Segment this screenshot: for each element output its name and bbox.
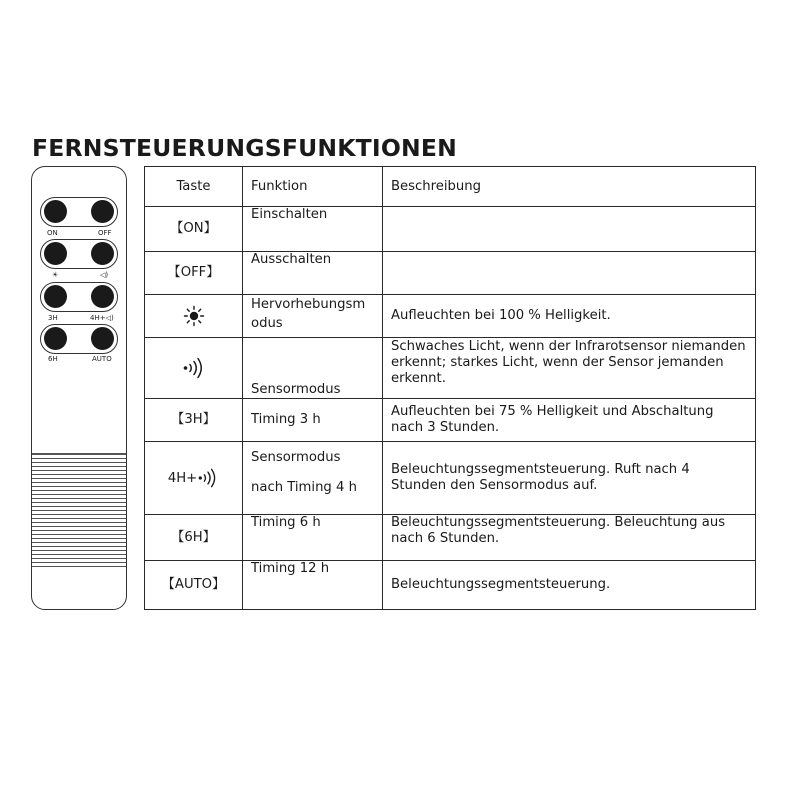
function-cell: Einschalten (243, 207, 383, 252)
function-cell: Ausschalten (243, 252, 383, 295)
table-row (145, 399, 756, 442)
on-button (44, 200, 67, 223)
key-cell: 【OFF】 (145, 252, 243, 295)
table-header-row (145, 167, 756, 207)
description-cell: Beleuchtungssegmentsteuerung. Ruft nach 4 Stunden den Sensormodus auf. (383, 442, 756, 515)
button-pair-3h-4h (40, 282, 118, 312)
page-title: FERNSTEUERUNGSFUNKTIONEN (32, 134, 458, 162)
description-cell: Beleuchtungssegmentsteuerung. Beleuchtung aus nach 6 Stunden. (383, 515, 756, 561)
3h-button (44, 285, 67, 308)
6h-button (44, 327, 67, 350)
sensor-button (91, 242, 114, 265)
table-row (145, 338, 756, 399)
table-row (145, 515, 756, 561)
auto-button (91, 327, 114, 350)
4h-sensor-button (91, 285, 114, 308)
function-cell: Sensormodus (243, 338, 383, 399)
remote-label-off: OFF (98, 229, 112, 237)
description-cell: Beleuchtungssegmentsteuerung. (383, 561, 756, 610)
key-cell (145, 295, 243, 338)
function-line-1: Hervorhebungsm (251, 297, 366, 312)
key-cell (145, 338, 243, 399)
header-funktion: Funktion (243, 167, 383, 207)
key-cell: 【6H】 (145, 515, 243, 561)
function-table (144, 166, 756, 610)
sensor-wave-icon: ◁) (100, 271, 109, 279)
table-row (145, 252, 756, 295)
key-cell (145, 442, 243, 515)
remote-label-auto: AUTO (92, 355, 112, 363)
table-row (145, 561, 756, 610)
table-row (145, 295, 756, 338)
speaker-grille (32, 453, 126, 567)
button-pair-6h-auto (40, 324, 118, 354)
function-cell: Timing 3 h (243, 399, 383, 442)
function-cell (243, 295, 383, 338)
remote-label-on: ON (47, 229, 58, 237)
sun-icon: ☀ (52, 271, 59, 279)
description-cell: Schwaches Licht, wenn der Infrarotsensor niemanden erkennt; starkes Licht, wenn der Sensor jemanden erkennt. (383, 338, 756, 399)
description-cell (383, 207, 756, 252)
button-pair-highlight-sensor (40, 239, 118, 269)
key-text: 4H+ (167, 471, 198, 486)
description-cell: Aufleuchten bei 75 % Helligkeit und Abschaltung nach 3 Stunden. (383, 399, 756, 442)
table-row (145, 442, 756, 515)
description-cell: Aufleuchten bei 100 % Helligkeit. (383, 295, 756, 338)
description-cell (383, 252, 756, 295)
key-cell: 【AUTO】 (145, 561, 243, 610)
remote-label-3h: 3H (48, 314, 58, 322)
header-taste: Taste (145, 167, 243, 207)
sensor-wave-icon (197, 468, 219, 488)
function-cell: Timing 12 h (243, 561, 383, 610)
key-cell: 【3H】 (145, 399, 243, 442)
off-button (91, 200, 114, 223)
function-line-2: nach Timing 4 h (251, 480, 357, 495)
sun-icon (183, 305, 205, 327)
remote-label-4h-sensor: 4H+◁) (90, 314, 114, 322)
function-cell: Timing 6 h (243, 515, 383, 561)
sensor-wave-icon (182, 357, 206, 379)
highlight-button (44, 242, 67, 265)
function-cell (243, 442, 383, 515)
table-row (145, 207, 756, 252)
function-line-1: Sensormodus (251, 450, 341, 465)
function-line-2: odus (251, 316, 283, 331)
key-cell: 【ON】 (145, 207, 243, 252)
header-beschreibung: Beschreibung (383, 167, 756, 207)
remote-label-6h: 6H (48, 355, 58, 363)
button-pair-on-off (40, 197, 118, 227)
remote-control (31, 166, 127, 610)
